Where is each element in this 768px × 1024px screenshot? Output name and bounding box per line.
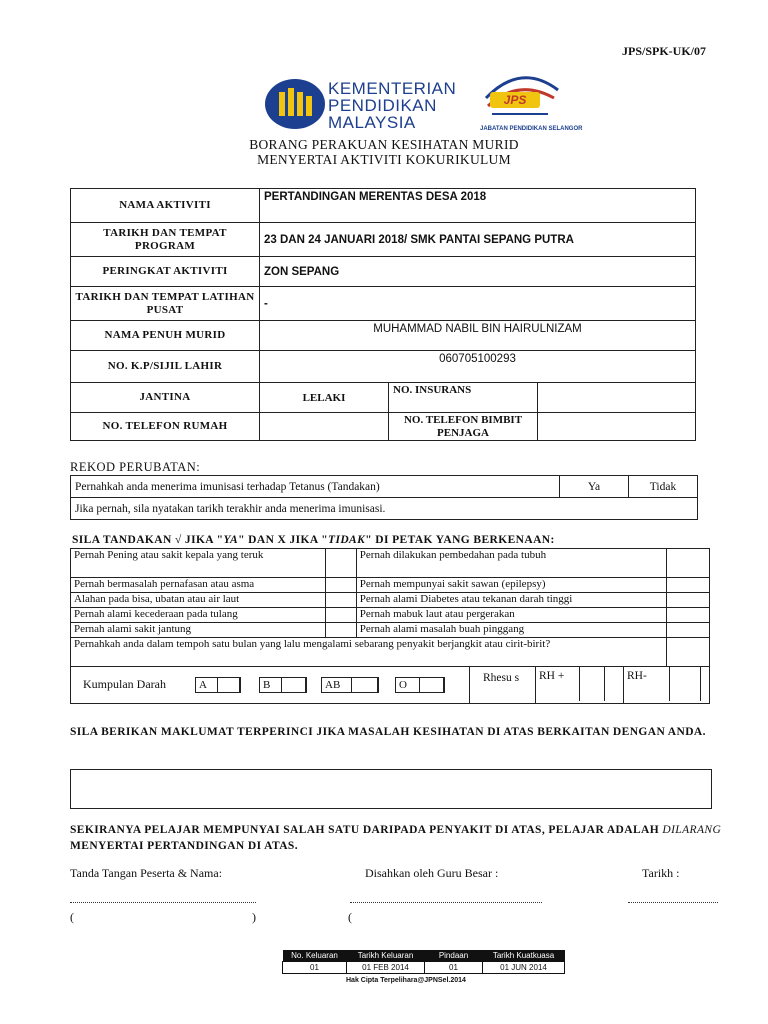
label-tel-bimbit: NO. TELEFON BIMBIT PENJAGA — [389, 413, 538, 441]
tidak-option[interactable]: Tidak — [629, 476, 698, 498]
checkbox-left-0[interactable] — [326, 549, 357, 578]
condition-right-2: Pernah alami Diabetes atau tekanan darah tinggi — [356, 593, 667, 608]
footer-value-tarikh-kuatkuasa: 01 JUN 2014 — [483, 962, 565, 974]
checkbox-right-4[interactable] — [667, 623, 710, 638]
label-nama-murid: NAMA PENUH MURID — [71, 321, 260, 351]
footer-header-tarikh-keluaran: Tarikh Keluaran — [347, 950, 425, 962]
instruction-part1: SILA TANDAKAN √ JIKA " — [72, 534, 224, 546]
rekod-heading: REKOD PERUBATAN: — [70, 460, 201, 474]
value-insurans[interactable] — [538, 383, 696, 413]
guru-name-open: ( — [348, 910, 352, 924]
instruction-part3: " DI PETAK YANG BERKENAAN: — [365, 534, 555, 546]
jps-caption: JABATAN PENDIDIKAN SELANGOR — [480, 126, 583, 132]
peserta-signature-label: Tanda Tangan Peserta & Nama: — [70, 866, 223, 880]
value-tel-bimbit[interactable] — [538, 413, 696, 441]
value-peringkat[interactable]: ZON SEPANG — [260, 257, 696, 287]
value-kp[interactable]: 060705100293 — [260, 351, 696, 383]
larangan-notice — [70, 822, 730, 854]
guru-signature-label: Disahkan oleh Guru Besar : — [365, 866, 499, 880]
blood-type-b-check[interactable] — [281, 677, 307, 693]
blood-type-o-check[interactable] — [419, 677, 445, 693]
ya-option[interactable]: Ya — [560, 476, 629, 498]
blood-type-b[interactable]: B — [259, 677, 306, 693]
immunisation-question: Pernahkah anda menerima imunisasi terhadap Tetanus (Tandakan) — [71, 476, 560, 498]
instruction-part2: " DAN X JIKA " — [238, 534, 329, 546]
berjangkit-question: Pernahkah anda dalam tempoh satu bulan yang lalu mengalami sebarang penyakit berjangkit atau cirit-birit? — [71, 638, 667, 667]
checkbox-right-0[interactable] — [667, 549, 710, 578]
instruction-ya: YA — [223, 534, 239, 546]
rh-divider — [623, 667, 624, 703]
blood-type-ab[interactable]: AB — [321, 677, 378, 693]
label-tarikh-program: TARIKH DAN TEMPAT PROGRAM — [71, 223, 260, 257]
condition-left-3: Pernah alami kecederaan pada tulang — [71, 608, 326, 623]
health-details-box[interactable] — [70, 769, 712, 809]
form-title — [0, 137, 768, 167]
immunisation-table — [70, 475, 698, 520]
instruction-text — [72, 534, 555, 546]
peserta-signature-line[interactable] — [70, 902, 256, 903]
condition-left-2: Alahan pada bisa, ubatan atau air laut — [71, 593, 326, 608]
footer-value-pindaan: 01 — [425, 962, 483, 974]
kpm-logo-text — [328, 80, 456, 131]
blood-type-a[interactable]: A — [195, 677, 240, 693]
peserta-name-open: ( — [70, 910, 74, 924]
rhesus-label: Rhesu s — [483, 672, 520, 684]
rh-negative-check[interactable] — [669, 667, 701, 701]
tarikh-label: Tarikh : — [642, 866, 680, 880]
kpm-line1: KEMENTERIAN — [328, 79, 457, 98]
label-peringkat: PERINGKAT AKTIVITI — [71, 257, 260, 287]
footer-header-tarikh-kuatkuasa: Tarikh Kuatkuasa — [483, 950, 565, 962]
copyright-text: Hak Cipta Terpelihara@JPNSel.2014 — [346, 977, 466, 984]
title-line2: MENYERTAI AKTIVITI KOKURIKULUM — [257, 152, 511, 167]
title-line1: BORANG PERAKUAN KESIHATAN MURID — [249, 137, 519, 152]
guru-signature-line[interactable] — [350, 902, 542, 903]
tarikh-line[interactable] — [628, 902, 718, 903]
rhesus-divider — [535, 667, 536, 703]
document-control-table — [282, 950, 565, 974]
blood-label: Kumpulan Darah — [83, 677, 166, 691]
condition-left-0: Pernah Pening atau sakit kepala yang teruk — [71, 549, 326, 578]
jps-logo-text: JPS — [503, 93, 527, 107]
checkbox-left-2[interactable] — [326, 593, 357, 608]
health-checklist — [70, 548, 710, 704]
larangan-dilarang: DILARANG — [662, 824, 722, 836]
value-tel-rumah[interactable] — [260, 413, 389, 441]
rh-positive-check[interactable] — [579, 667, 605, 701]
checkbox-left-1[interactable] — [326, 578, 357, 593]
immunisation-date-question: Jika pernah, sila nyatakan tarikh terakhir anda menerima imunisasi. — [71, 498, 698, 520]
checkbox-right-1[interactable] — [667, 578, 710, 593]
value-nama-aktiviti[interactable]: PERTANDINGAN MERENTAS DESA 2018 — [260, 189, 696, 223]
footer-header-keluaran: No. Keluaran — [283, 950, 347, 962]
label-kp: NO. K.P/SIJIL LAHIR — [71, 351, 260, 383]
condition-right-3: Pernah mabuk laut atau pergerakan — [356, 608, 667, 623]
checkbox-left-3[interactable] — [326, 608, 357, 623]
peserta-name-close: ) — [252, 910, 256, 924]
value-latihan[interactable]: - — [260, 287, 696, 321]
blood-type-o[interactable]: O — [395, 677, 444, 693]
blood-row — [71, 667, 710, 704]
checkbox-right-3[interactable] — [667, 608, 710, 623]
rh-positive-label: RH + — [539, 670, 565, 682]
value-jantina[interactable]: LELAKI — [260, 383, 389, 413]
kpm-line3: MALAYSIA — [328, 113, 416, 132]
checkbox-left-4[interactable] — [326, 623, 357, 638]
label-latihan: TARIKH DAN TEMPAT LATIHAN PUSAT — [71, 287, 260, 321]
label-nama-aktiviti: NAMA AKTIVITI — [71, 189, 260, 223]
condition-right-0: Pernah dilakukan pembedahan pada tubuh — [356, 549, 667, 578]
condition-left-4: Pernah alami sakit jantung — [71, 623, 326, 638]
condition-right-1: Pernah mempunyai sakit sawan (epilepsy) — [356, 578, 667, 593]
value-nama-murid[interactable]: MUHAMMAD NABIL BIN HAIRULNIZAM — [260, 321, 696, 351]
checkbox-berjangkit[interactable] — [667, 638, 710, 667]
kpm-line2: PENDIDIKAN — [328, 96, 437, 115]
blood-divider — [469, 667, 470, 703]
maklumat-instruction: SILA BERIKAN MAKLUMAT TERPERINCI JIKA MASALAH KESIHATAN DI ATAS BERKAITAN DENGAN ANDA. — [70, 726, 706, 738]
label-tel-rumah: NO. TELEFON RUMAH — [71, 413, 260, 441]
value-tarikh-program[interactable]: 23 DAN 24 JANUARI 2018/ SMK PANTAI SEPANG PUTRA — [260, 223, 696, 257]
footer-value-tarikh-keluaran: 01 FEB 2014 — [347, 962, 425, 974]
document-code: JPS/SPK-UK/07 — [622, 44, 707, 58]
condition-right-4: Pernah alami masalah buah pinggang — [356, 623, 667, 638]
instruction-tidak: TIDAK — [328, 534, 366, 546]
label-jantina: JANTINA — [71, 383, 260, 413]
footer-value-keluaran: 01 — [283, 962, 347, 974]
larangan-part2: MENYERTAI PERTANDINGAN DI ATAS. — [70, 840, 298, 852]
student-info-table — [70, 188, 696, 441]
blood-type-ab-check[interactable] — [351, 677, 379, 693]
kpm-logo — [264, 78, 326, 130]
footer-header-pindaan: Pindaan — [425, 950, 483, 962]
label-insurans: NO. INSURANS — [389, 383, 538, 413]
larangan-part1: SEKIRANYA PELAJAR MEMPUNYAI SALAH SATU DARIPADA PENYAKIT DI ATAS, PELAJAR ADALAH — [70, 824, 663, 836]
condition-left-1: Pernah bermasalah pernafasan atau asma — [71, 578, 326, 593]
checkbox-right-2[interactable] — [667, 593, 710, 608]
rh-negative-label: RH- — [627, 670, 647, 682]
blood-type-a-check[interactable] — [217, 677, 241, 693]
